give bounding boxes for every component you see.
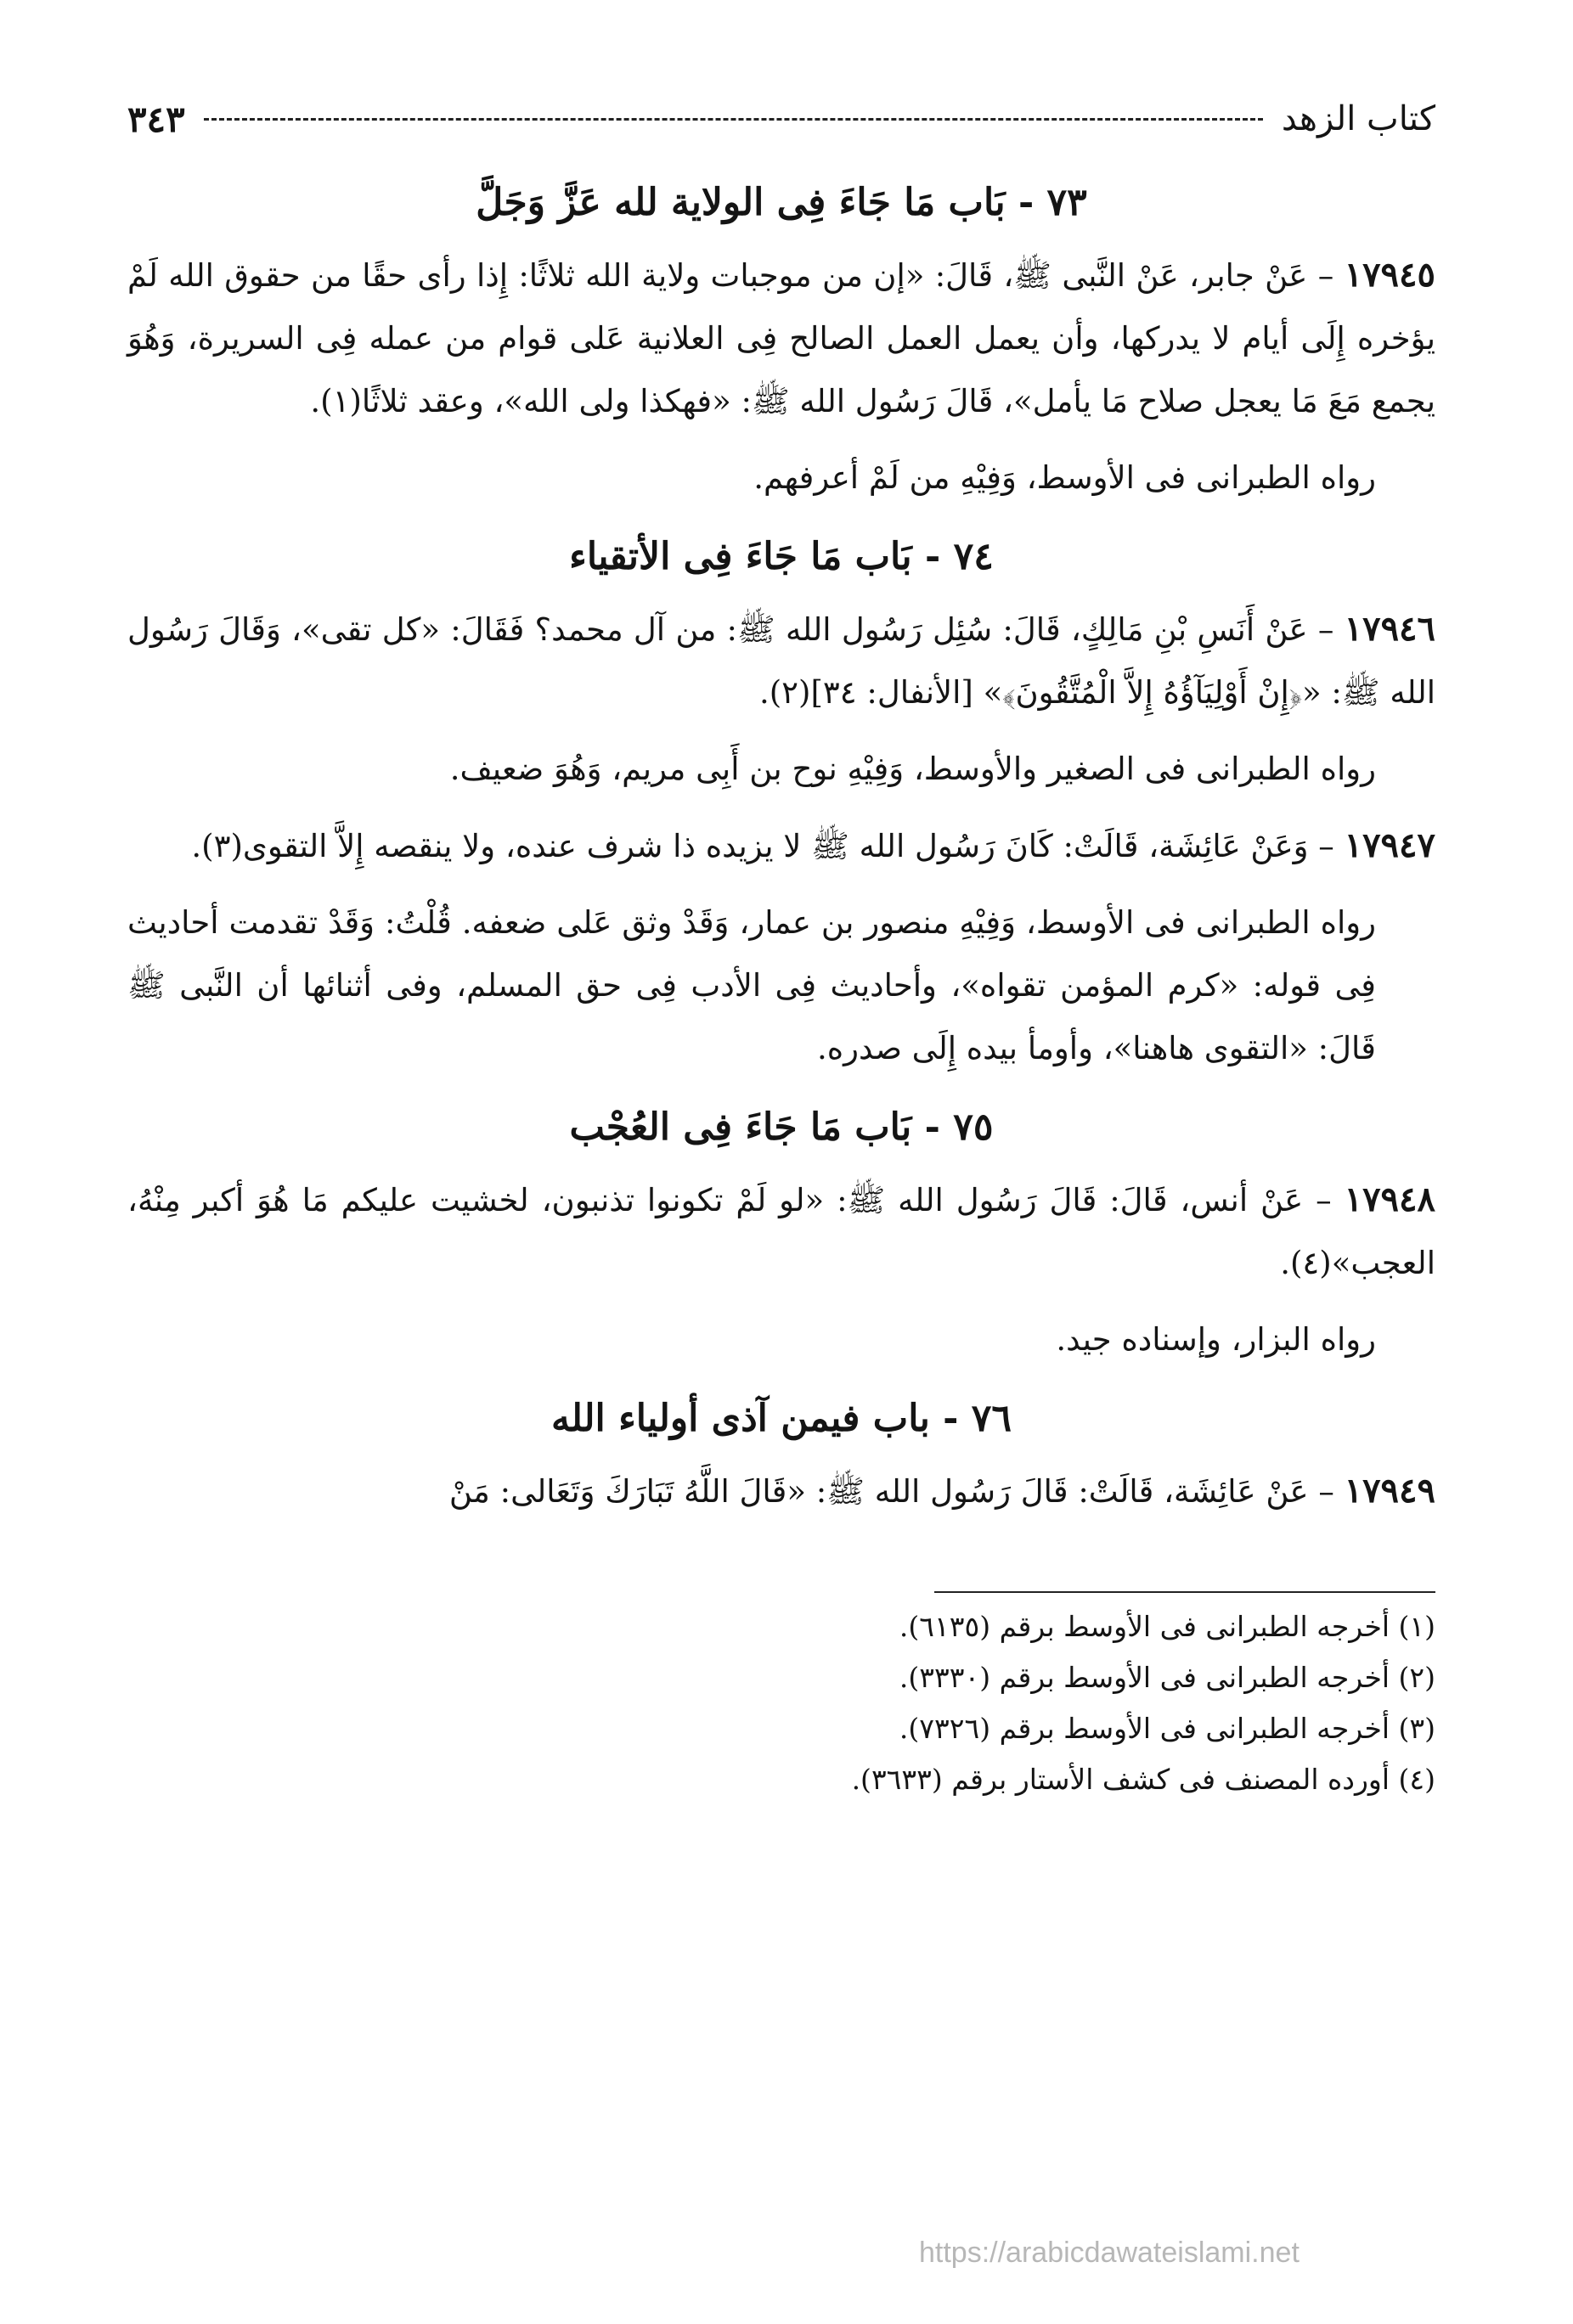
narration-note: [127, 892, 1435, 1080]
header-dashed-rule: [204, 118, 1263, 121]
narration-note: [127, 1308, 1435, 1371]
hadith-17947: [127, 814, 1435, 878]
watermark-url: https://arabicdawateislami.net: [919, 2237, 1300, 2269]
chapter-heading-74: ٧٤ - بَاب مَا جَاءَ فِى الأتقياء: [569, 535, 994, 578]
chapter-heading-73: ٧٣ - بَاب مَا جَاءَ فِى الولاية لله عَزَّ وَجَلَّ: [476, 181, 1087, 224]
document-page: [127, 81, 1435, 1805]
narration-note: [127, 447, 1435, 509]
footnote-4: (٤) أورده المصنف فى كشف الأستار برقم (٣٦٣٣).: [851, 1763, 1435, 1796]
chapter-heading-75: ٧٥ - بَاب مَا جَاءَ فِى العُجْب: [569, 1106, 994, 1149]
hadith-text: – عَنْ جابر، عَنْ النَّبى ﷺ، قَالَ: «إن من موجبات ولاية الله ثلاثًا: إِذا رأى حقًا من حقوق الله لَمْ يؤخره إِلَى أيام لا يدركها، وأن يعمل العمل الصالح فِى العلانية عَلى قوام من عمله فِى السريرة، وَهُوَ يجمع مَعَ مَا يعجل صلاح مَا يأمل»، قَالَ رَسُول الله ﷺ: «فهكذا ولى الله»، وعقد ثلاثًا(١).: [127, 257, 1435, 419]
hadith-text: – عَنْ أنس، قَالَ: قَالَ رَسُول الله ﷺ: «لو لَمْ تكونوا تذنبون، لخشيت عليكم مَا هُوَ أكبر مِنْهُ، العجب»(٤).: [127, 1182, 1435, 1281]
hadith-number: ١٧٩٤٦: [1344, 609, 1436, 649]
note-text: رواه الطبرانى فى الأوسط، وَفِيْهِ من لَمْ أعرفهم.: [753, 459, 1376, 496]
narration-note: [127, 738, 1435, 801]
chapter-heading-76: ٧٦ - باب فيمن آذى أولياء الله: [550, 1397, 1012, 1440]
footnote-1: (١) أخرجه الطبرانى فى الأوسط برقم (٦١٣٥).: [899, 1610, 1435, 1643]
footnote-2: (٢) أخرجه الطبرانى فى الأوسط برقم (٣٣٣٠).: [899, 1661, 1435, 1694]
hadith-text: – وَعَنْ عَائِشَة، قَالَتْ: كَانَ رَسُول الله ﷺ لا يزيده ذا شرف عنده، ولا ينقصه إِلاَّ التقوى(٣).: [191, 828, 1345, 864]
hadith-number: ١٧٩٤٧: [1344, 825, 1435, 865]
footnote-3: (٣) أخرجه الطبرانى فى الأوسط برقم (٧٣٢٦).: [899, 1712, 1435, 1745]
hadith-number: ١٧٩٤٨: [1344, 1179, 1435, 1219]
hadith-17949: [127, 1460, 1435, 1523]
note-text: رواه الطبرانى فى الصغير والأوسط، وَفِيْهِ نوح بن أَبِى مريم، وَهُوَ ضعيف.: [449, 751, 1376, 787]
hadith-text: – عَنْ أَنَسِ بْنِ مَالِكٍ، قَالَ: سُئِل رَسُول الله ﷺ: من آل محمد؟ فَقَالَ: «كل تقى»، وَقَالَ رَسُول الله ﷺ: «﴿إِنْ أَوْلِيَآؤُهُ إِلاَّ الْمُتَّقُونَ﴾» [الأنفال: ٣٤](٢).: [127, 611, 1435, 711]
page-number: ٣٤٣: [127, 98, 185, 140]
footnote-separator: [934, 1591, 1435, 1593]
hadith-17945: [127, 244, 1435, 433]
note-text: رواه الطبرانى فى الأوسط، وَفِيْهِ منصور بن عمار، وَقَدْ وثق عَلى ضعفه. قُلْتُ: وَقَدْ تقدمت أحاديث فِى قوله: «كرم المؤمن تقواه»، وأحاديث فِى الأدب فِى حق المسلم، وفى أثنائها أن النَّبى ﷺ قَالَ: «التقوى هاهنا»، وأومأ بيده إِلَى صدره.: [127, 904, 1376, 1066]
hadith-text: – عَنْ عَائِشَة، قَالَتْ: قَالَ رَسُول الله ﷺ: «قَالَ اللَّهُ تَبَارَكَ وَتَعَالى: مَنْ: [448, 1473, 1345, 1510]
hadith-17946: [127, 598, 1435, 724]
note-text: رواه البزار، وإسناده جيد.: [1056, 1321, 1376, 1358]
hadith-17948: [127, 1168, 1435, 1295]
hadith-number: ١٧٩٤٩: [1344, 1471, 1435, 1511]
book-title: كتاب الزهد: [1281, 99, 1435, 138]
footnotes: [127, 1601, 1435, 1805]
hadith-number: ١٧٩٤٥: [1344, 255, 1435, 295]
running-header: [127, 81, 1435, 157]
